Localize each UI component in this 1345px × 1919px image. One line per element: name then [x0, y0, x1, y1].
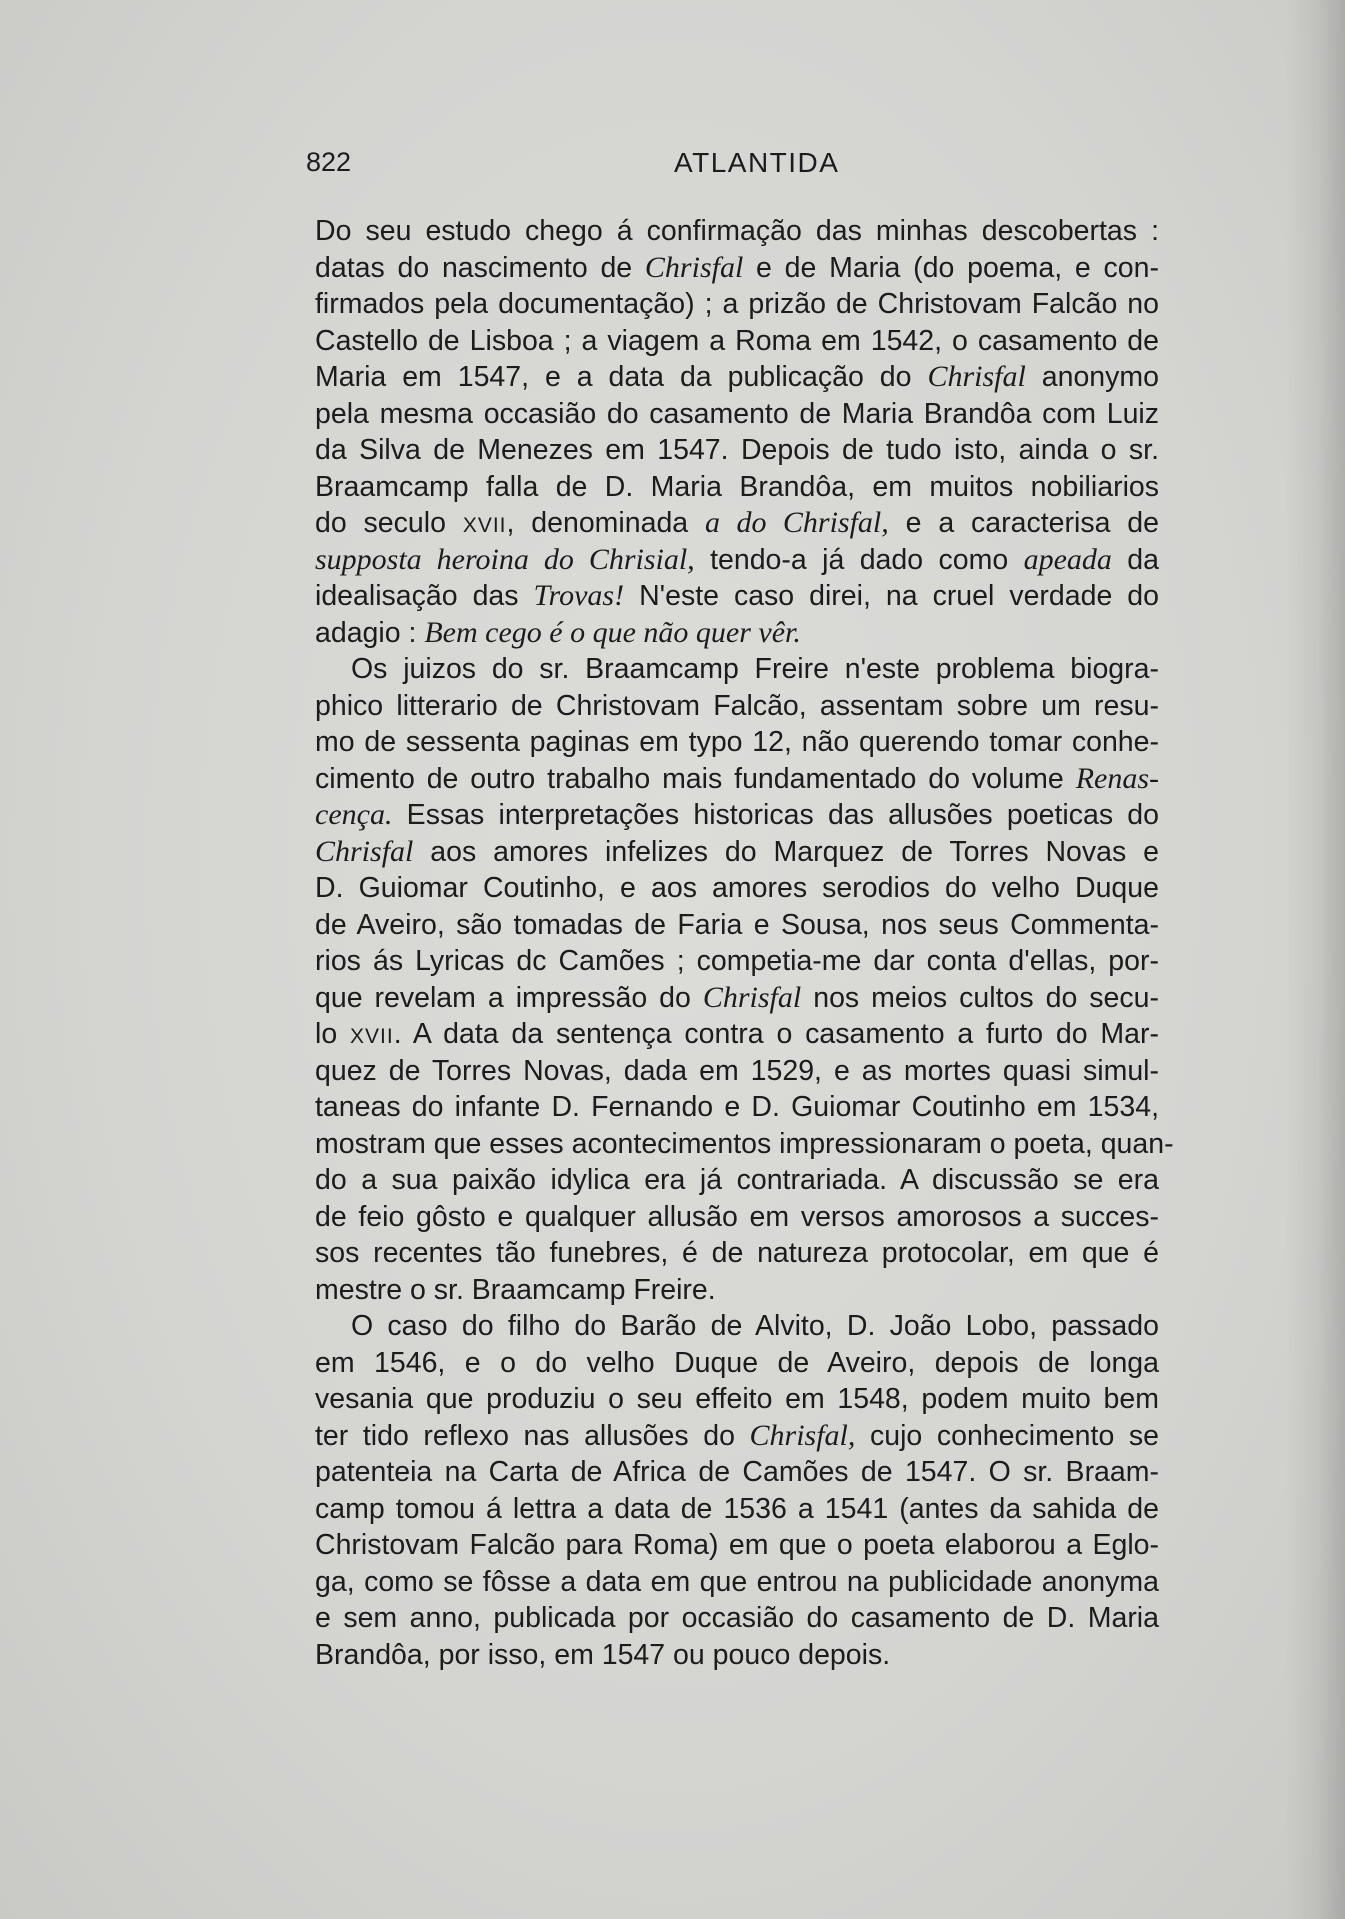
text-segment: Christovam Falcão para Roma) em que o poeta elaborou a Eglo- [315, 1529, 1159, 1561]
text-segment: ter tido reflexo nas allusões do [315, 1419, 750, 1452]
text-segment: pela mesma occasião do casamento de Maria Brandôa com Luiz [315, 397, 1159, 430]
text-segment: D. Guiomar Coutinho, e aos amores serodios do velho Duque [315, 872, 1159, 904]
text-line [315, 615, 1159, 652]
text-segment: datas do nascimento de [315, 251, 645, 284]
text-segment: e de Maria (do poema, e con- [743, 251, 1159, 284]
italic-text: Chrisfal [315, 834, 414, 868]
text-line [315, 432, 1159, 469]
text-line [315, 505, 1159, 542]
text-line [315, 323, 1159, 360]
text-segment: em 1546, e o do velho Duque de Aveiro, depois de longa [315, 1346, 1159, 1379]
text-line [315, 542, 1159, 579]
text-line [315, 797, 1159, 834]
text-segment: , denominada [506, 507, 706, 539]
text-segment: mestre o sr. Braamcamp Freire. [315, 1273, 716, 1306]
text-segment: ga, como se fôsse a data em que entrou na publicidade anonyma [315, 1565, 1159, 1598]
text-segment: da [1111, 543, 1159, 576]
text-segment: nos meios cultos do secu- [801, 981, 1159, 1014]
text-segment: N'este caso direi, na cruel verdade do [624, 580, 1159, 612]
text-segment: de feio gôsto e qualquer allusão em versos amorosos a succes- [315, 1200, 1159, 1233]
text-line [315, 578, 1159, 615]
text-segment: firmados pela documentação) ; a prizão de Christovam Falcão no [315, 288, 1159, 320]
text-line [315, 980, 1159, 1017]
text-segment: sos recentes tão funebres, é de natureza protocolar, em que é [315, 1237, 1159, 1269]
text-segment: mostram que esses acontecimentos impressionaram o poeta, quan- [315, 1127, 1174, 1160]
text-line [315, 1235, 1159, 1272]
text-line [315, 1126, 1174, 1163]
page-number: 822 [306, 147, 352, 177]
page-edge-shadow [1285, 0, 1345, 1919]
text-segment: vesania que produziu o seu effeito em 1548, podem muito bem [315, 1383, 1159, 1415]
text-segment: taneas do infante D. Fernando e D. Guiomar Coutinho em 1534, [315, 1091, 1159, 1123]
text-segment: O caso do filho do Barão de Alvito, D. João Lobo, passado [351, 1310, 1159, 1342]
text-segment: cujo conhecimento se [855, 1419, 1159, 1452]
text-segment: Os juizos do sr. Braamcamp Freire n'este problema biogra- [351, 653, 1159, 685]
text-segment: e sem anno, publicada por occasião do casamento de D. Maria [315, 1602, 1159, 1634]
text-line [315, 761, 1159, 798]
italic-text: apeada [1023, 542, 1112, 576]
italic-text: Renas- [1075, 761, 1159, 795]
text-line [315, 834, 1159, 871]
text-line [315, 250, 1159, 287]
text-segment: . A data da sentença contra o casamento a furto do Mar- [393, 1018, 1159, 1050]
text-segment: Maria em 1547, e a data da publicação do [315, 361, 928, 393]
text-line [315, 943, 1159, 980]
text-segment: Brandôa, por isso, em 1547 ou pouco depois. [315, 1638, 891, 1671]
text-segment: que revelam a impressão do [315, 981, 703, 1014]
text-segment: Do seu estudo chego á confirmação das minhas descobertas : [315, 215, 1159, 247]
text-line [315, 724, 1159, 761]
text-line [315, 1089, 1159, 1126]
italic-text: supposta heroina do Chrisial, [315, 542, 695, 576]
text-segment: lo [315, 1018, 351, 1050]
italic-text: Chrisfal [644, 250, 744, 284]
running-title: ATLANTIDA [674, 147, 840, 178]
italic-text: a do Chrisfal, [705, 506, 889, 539]
text-line [315, 1199, 1159, 1236]
small-caps-text: XVII [462, 514, 507, 537]
text-line [315, 907, 1159, 944]
text-line [315, 1308, 1159, 1345]
body-text [315, 213, 1174, 1673]
text-segment: mo de sessenta paginas em typo 12, não querendo tomar conhe- [315, 726, 1159, 758]
text-segment: adagio : [315, 616, 425, 649]
text-line [315, 396, 1159, 433]
text-line [315, 1381, 1159, 1418]
text-line [315, 1162, 1159, 1199]
text-segment: Essas interpretações historicas das allusões poeticas do [392, 799, 1159, 831]
text-line [315, 469, 1159, 506]
text-segment: do seculo [315, 507, 463, 539]
text-segment: patenteia na Carta de Africa de Camões de 1547. O sr. Braam- [315, 1456, 1159, 1488]
italic-text: Chrisfal [927, 360, 1026, 393]
text-segment: quez de Torres Novas, dada em 1529, e as mortes quasi simul- [315, 1054, 1159, 1087]
text-segment: Castello de Lisboa ; a viagem a Roma em 1542, o casamento de [315, 324, 1159, 357]
text-line [315, 359, 1159, 396]
text-line [315, 688, 1159, 725]
text-line [315, 213, 1159, 250]
text-segment: tendo-a já dado como [694, 543, 1024, 576]
text-line [315, 1564, 1159, 1601]
text-segment: phico litterario de Christovam Falcão, assentam sobre um resu- [315, 689, 1159, 722]
text-line [315, 286, 1159, 323]
text-segment: anonymo [1025, 361, 1159, 393]
text-segment: do a sua paixão idylica era já contrariada. A discussão se era [315, 1164, 1159, 1196]
text-line [315, 1637, 1159, 1674]
text-segment: camp tomou á lettra a data de 1536 a 1541 (antes da sahida de [315, 1492, 1159, 1525]
text-line [315, 870, 1159, 907]
text-segment: Braamcamp falla de D. Maria Brandôa, em muitos nobiliarios [315, 470, 1159, 503]
italic-text: Chrisfal [702, 980, 802, 1014]
text-segment: e a caracterisa de [888, 507, 1159, 539]
text-line [315, 1053, 1159, 1090]
text-segment: de Aveiro, são tomadas de Faria e Sousa, nos seus Commenta- [315, 908, 1159, 941]
text-line [315, 1016, 1159, 1053]
text-segment: idealisação das [315, 580, 534, 612]
text-segment: rios ás Lyricas dc Camões ; competia-me dar conta d'ellas, por- [315, 945, 1159, 977]
text-line [315, 1454, 1159, 1491]
page-header [306, 147, 840, 183]
text-line [315, 1345, 1159, 1382]
italic-text: Trovas! [533, 579, 625, 612]
italic-text: Chrisfal, [749, 1418, 856, 1452]
text-segment: cimento de outro trabalho mais fundamentado do volume [315, 762, 1076, 795]
text-line [315, 1491, 1159, 1528]
small-caps-text: XVII [350, 1025, 394, 1048]
text-segment: aos amores infelizes do Marquez de Torres Novas e [413, 835, 1159, 868]
text-segment: da Silva de Menezes em 1547. Depois de tudo isto, ainda o sr. [315, 434, 1159, 466]
italic-text: Bem cego é o que não quer vêr. [424, 615, 801, 649]
text-line [315, 1527, 1159, 1564]
text-line [315, 1418, 1159, 1455]
italic-text: cença. [315, 798, 393, 831]
text-line [315, 1272, 1159, 1309]
text-line [315, 1600, 1159, 1637]
text-line [315, 651, 1159, 688]
